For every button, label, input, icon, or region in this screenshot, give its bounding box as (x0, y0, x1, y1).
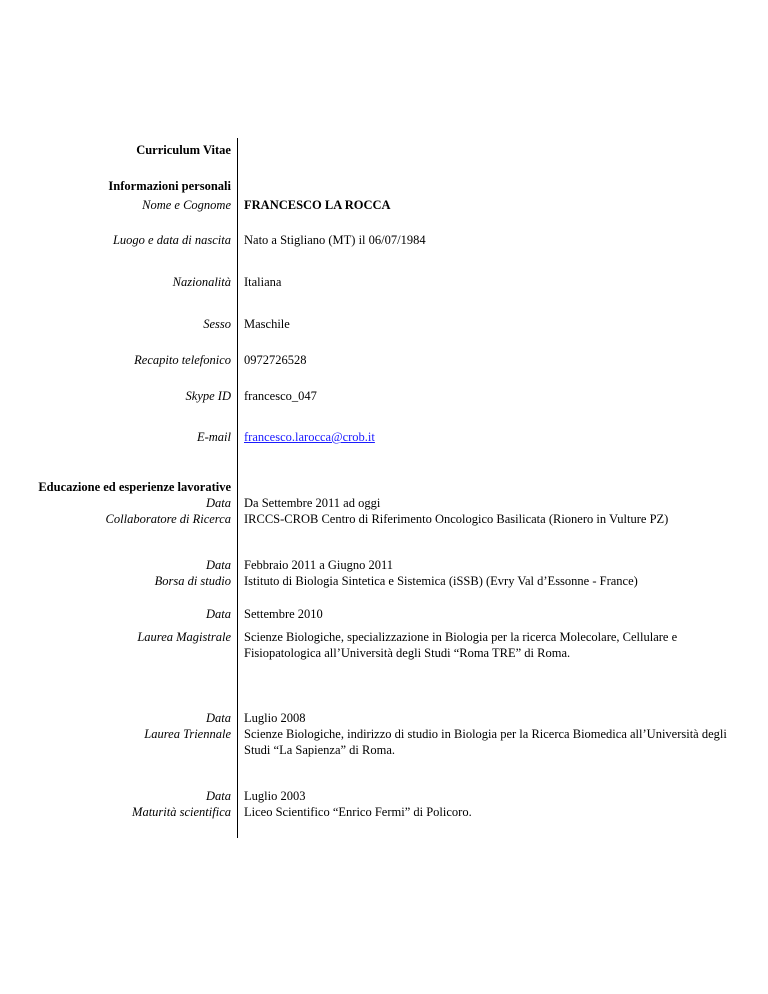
personal-info-heading: Informazioni personali (108, 179, 231, 193)
skype-label: Skype ID (185, 389, 231, 403)
phone-value: 0972726528 (244, 353, 307, 367)
entry-1-role-label: Collaboratore di Ricerca (105, 512, 231, 526)
birth-label: Luogo e data di nascita (112, 233, 231, 247)
name-value: FRANCESCO LA ROCCA (244, 198, 391, 212)
entry-4-date-value: Luglio 2008 (244, 711, 306, 725)
email-label: E-mail (196, 430, 231, 444)
nationality-label: Nazionalità (172, 275, 231, 289)
entry-3-date-label: Data (206, 607, 231, 621)
entry-2-date-label: Data (206, 558, 231, 572)
entry-4-role-value: Scienze Biologiche, indirizzo di studio in Biologia per la Ricerca Biomedica all’Università degli Studi “La Sapienza” di Roma. (244, 727, 727, 757)
entry-2-role-label: Borsa di studio (154, 574, 231, 588)
column-divider (237, 138, 238, 838)
name-label: Nome e Cognome (142, 198, 231, 212)
entry-5-date-value: Luglio 2003 (244, 789, 306, 803)
entry-5-role-value: Liceo Scientifico “Enrico Fermi” di Policoro. (244, 805, 472, 819)
entry-3-role-label: Laurea Magistrale (137, 630, 231, 644)
phone-label: Recapito telefonico (134, 353, 231, 367)
sex-label: Sesso (203, 317, 231, 331)
education-heading: Educazione ed esperienze lavorative (38, 480, 231, 494)
entry-1-date-label: Data (206, 496, 231, 510)
entry-5-date-label: Data (206, 789, 231, 803)
entry-3-date-value: Settembre 2010 (244, 607, 323, 621)
skype-value: francesco_047 (244, 389, 317, 403)
sex-value: Maschile (244, 317, 290, 331)
entry-5-role-label: Maturità scientifica (132, 805, 231, 819)
entry-4-date-label: Data (206, 711, 231, 725)
email-link[interactable]: francesco.larocca@crob.it (244, 430, 375, 444)
nationality-value: Italiana (244, 275, 282, 289)
entry-1-date-value: Da Settembre 2011 ad oggi (244, 496, 381, 510)
entry-2-role-value: Istituto di Biologia Sintetica e Sistemica (iSSB) (Evry Val d’Essonne - France) (244, 574, 638, 588)
cv-title: Curriculum Vitae (136, 143, 231, 157)
entry-3-role-value: Scienze Biologiche, specializzazione in Biologia per la ricerca Molecolare, Cellulare e Fisiopatologica all’Università degli Studi “Roma TRE” di Roma. (244, 630, 678, 660)
birth-value: Nato a Stigliano (MT) il 06/07/1984 (244, 233, 426, 247)
entry-2-date-value: Febbraio 2011 a Giugno 2011 (244, 558, 394, 572)
entry-1-role-value: IRCCS-CROB Centro di Riferimento Oncologico Basilicata (Rionero in Vulture PZ) (244, 512, 669, 526)
entry-4-role-label: Laurea Triennale (144, 727, 231, 741)
